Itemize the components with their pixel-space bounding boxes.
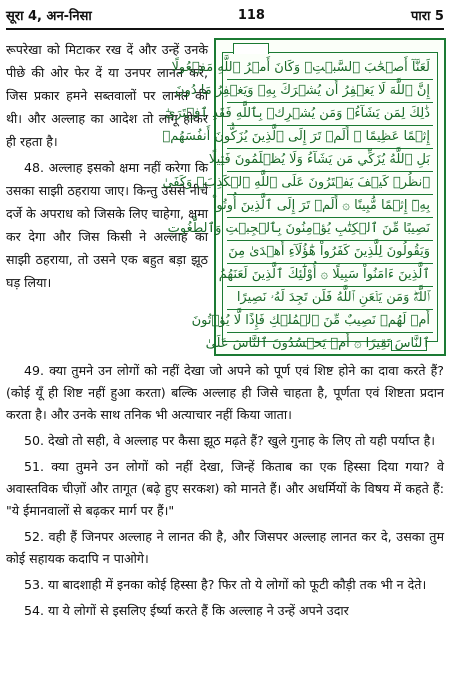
quran-line: وَيَقُولُونَ لِلَّذِينَ كَفَرُواْ هَٰٓؤُلَآءِ أَهۡدَىٰ مِنَ <box>227 241 433 264</box>
paragraph-49: 49. क्या तुमने उन लोगों को नहीं देखा जो अपने को पूर्ण एवं शिष्ट होने का दावा करते हैं? (कोई यूँ ही शिष्ट नहीं हुआ करता) बल्कि अल्लाह ही जिसे चाहता है, पूर्णता एवं शिष्टता प्रदान करता है। और उनके साथ तनिक भी अत्याचार नहीं किया जाता। <box>6 363 444 422</box>
quran-line: أَمۡ لَهُمۡ نَصِيبٌ مِّنَ ٱلۡمُلۡكِ فَإِذًا لَّا يُؤۡتُونَ <box>227 310 433 333</box>
paragraph-53: 53. या बादशाही में इनका कोई हिस्सा है? फिर तो ये लोगों को फूटी कौड़ी तक भी न देते। <box>24 577 427 592</box>
paragraph-52: 52. वही हैं जिनपर अल्लाह ने लानत की है, और जिसपर अल्लाह लानत कर दे, उसका तुम कोई सहायक कदापि न पाओगे। <box>6 529 444 566</box>
quran-line: إِثۡمًا عَظِيمًا ۞ أَلَمۡ تَرَ إِلَى ٱلَّذِينَ يُزَكُّونَ أَنفُسَهُمۚ <box>227 126 433 149</box>
quran-line: بَلِ ٱللَّهُ يُزَكِّي مَن يَشَآءُ وَلَا يُظۡلَمُونَ فَتِيلًا <box>227 149 433 172</box>
para-label: पारा 5 <box>410 9 444 24</box>
paragraph-50: 50. देखो तो सही, वे अल्लाह पर कैसा झूठ मढ़ते हैं? खुले गुनाह के लिए तो यही पर्याप्त है। <box>24 433 436 448</box>
quran-lines <box>162 57 433 351</box>
frame-tab-top <box>233 43 269 54</box>
quran-line: إِنَّ ٱللَّهَ لَا يَغۡفِرُ أَن يُشۡرَكَ بِهِۦ وَيَغۡفِرُ مَا دُونَ <box>227 80 433 103</box>
quran-inner-frame <box>162 52 438 351</box>
paragraph-intro: रूपरेखा को मिटाकर रख दें और उन्हें उनके पीछे की ओर फेर दें या उनपर लानत करें, जिस प्रकार हमने सब्तवालों पर लानत की थी। और अल्लाह का आदेश तो लागू होकर ही रहता है। <box>6 42 208 149</box>
quran-line: بِهِۦٓ إِثۡمًا مُّبِينًا ۞ أَلَمۡ تَرَ إِلَى ٱلَّذِينَ أُوتُواْ <box>227 195 433 218</box>
quran-line: ٱنظُرۡ كَيۡفَ يَفۡتَرُونَ عَلَى ٱللَّهِ ٱلۡكَذِبَۖ وَكَفَىٰ <box>227 172 433 195</box>
page-number: 118 <box>237 7 265 23</box>
quran-line: نَصِيبًا مِّنَ ٱلۡكِتَٰبِ يُؤۡمِنُونَ بِٱلۡجِبۡتِ وَٱلطَّٰغُوتِ <box>227 218 433 241</box>
quran-line: ٱللَّهُۖ وَمَن يَلۡعَنِ ٱللَّهُ فَلَن تَجِدَ لَهُۥ نَصِيرًا <box>227 287 433 310</box>
quran-text-box <box>162 38 446 356</box>
paragraph-48: 48. अल्लाह इसको क्षमा नहीं करेगा कि उसका साझी ठहराया जाए। किन्तु उससे नीचे दर्जे के अपराध को जिसके लिए चाहेगा, क्षमा कर देगा और जिस किसी ने अल्लाह का साझी ठहराया, तो उसने एक बहुत बड़ा झूठ घड़ लिया। <box>6 160 208 290</box>
quran-line: لَعَنَّآ أَصۡحَٰبَ ٱلسَّبۡتِۚ وَكَانَ أَمۡرُ ٱللَّهِ مَفۡعُولًا <box>227 57 433 80</box>
full-width-text <box>6 360 444 626</box>
page-header <box>6 4 444 26</box>
quran-line: ٱلَّذِينَ ءَامَنُواْ سَبِيلًا ۞ أُوْلَٰٓئِكَ ٱلَّذِينَ لَعَنَهُمُ <box>227 264 433 287</box>
paragraph-54: 54. या ये लोगों से इसलिए ईर्ष्या करते हैं कि अल्लाह ने उन्हें अपने उदार <box>24 603 349 618</box>
quran-line: ٱلنَّاسَ نَقِيرًا ۞ أَمۡ يَحۡسُدُونَ ٱلنَّاسَ عَلَىٰ <box>227 333 433 356</box>
quran-line: ذَٰلِكَ لِمَن يَشَآءُۚ وَمَن يُشۡرِكۡ بِٱللَّهِ فَقَدِ ٱفۡتَرَىٰٓ <box>227 103 433 126</box>
header-rule <box>6 28 444 30</box>
surah-title: सूरा 4, अन-निसा <box>6 9 92 24</box>
paragraph-51: 51. क्या तुमने उन लोगों को नहीं देखा, जिन्हें किताब का एक हिस्सा दिया गया? वे अवास्तविक चीज़ों और तागूत (बढ़े हुए सरकश) को मानते हैं। और अधर्मियों के विषय में कहते हैं: "ये ईमानवालों से बढ़कर मार्ग पर हैं।" <box>6 459 444 518</box>
